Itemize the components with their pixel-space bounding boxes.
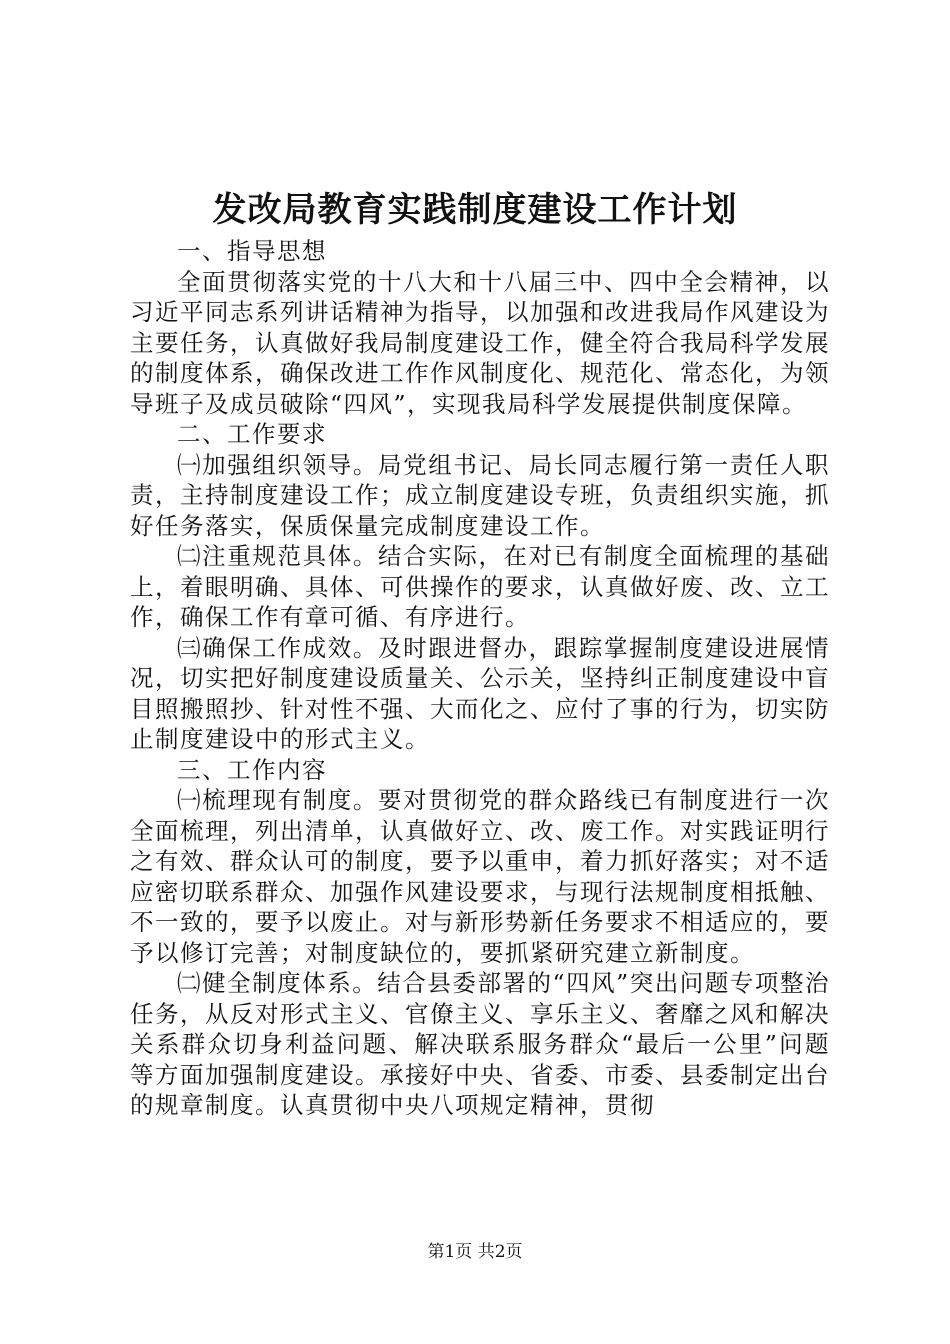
section-heading: 三、工作内容 bbox=[177, 755, 327, 784]
paragraph: 全面贯彻落实党的十八大和十八届三中、四中全会精神，以习近平同志系列讲话精神为指导，以加强和改进我局作风建设为主要任务，认真做好我局制度建设工作，健全符合我局科学发展的制度体系，确保改进工作作风制度化、规范化、常态化，为领导班子及成员破除“四风”，实现我局科学发展提供制度保障。 bbox=[130, 267, 830, 418]
paragraph: ㈡健全制度体系。结合县委部署的“四风”突出问题专项整治任务，从反对形式主义、官僚主义、享乐主义、奢靡之风和解决关系群众切身利益问题、解决联系服务群众“最后一公里”问题等方面加强制度建设。承接好中央、省委、市委、县委制定出台的规章制度。认真贯彻中央八项规定精神，贯彻 bbox=[130, 969, 830, 1119]
paragraph: ㈠加强组织领导。局党组书记、局长同志履行第一责任人职责，主持制度建设工作；成立制度建设专班，负责组织实施，抓好任务落实，保质保量完成制度建设工作。 bbox=[130, 450, 830, 540]
section-heading: 一、指导思想 bbox=[177, 237, 327, 265]
section-heading: 二、工作要求 bbox=[177, 420, 327, 448]
document-title: 发改局教育实践制度建设工作计划 bbox=[212, 190, 738, 230]
paragraph: ㈢确保工作成效。及时跟进督办，跟踪掌握制度建设进展情况，切实把好制度建设质量关、公示关，坚持纠正制度建设中盲目照搬照抄、针对性不强、大而化之、应付了事的行为，切实防止制度建设中的形式主义。 bbox=[130, 633, 830, 753]
page-number-footer: 第1页 共2页 bbox=[427, 1242, 523, 1262]
paragraph: ㈡注重规范具体。结合实际，在对已有制度全面梳理的基础上，着眼明确、具体、可供操作的要求，认真做好废、改、立工作，确保工作有章可循、有序进行。 bbox=[130, 542, 830, 631]
document-body bbox=[130, 236, 830, 1121]
paragraph: ㈠梳理现有制度。要对贯彻党的群众路线已有制度进行一次全面梳理，列出清单，认真做好立、改、废工作。对实践证明行之有效、群众认可的制度，要予以重申，着力抓好落实；对不适应密切联系群众、加强作风建设要求，与现行法规制度相抵触、不一致的，要予以废止。对与新形势新任务要求不相适应的，要予以修订完善；对制度缺位的，要抓紧研究建立新制度。 bbox=[130, 786, 830, 967]
